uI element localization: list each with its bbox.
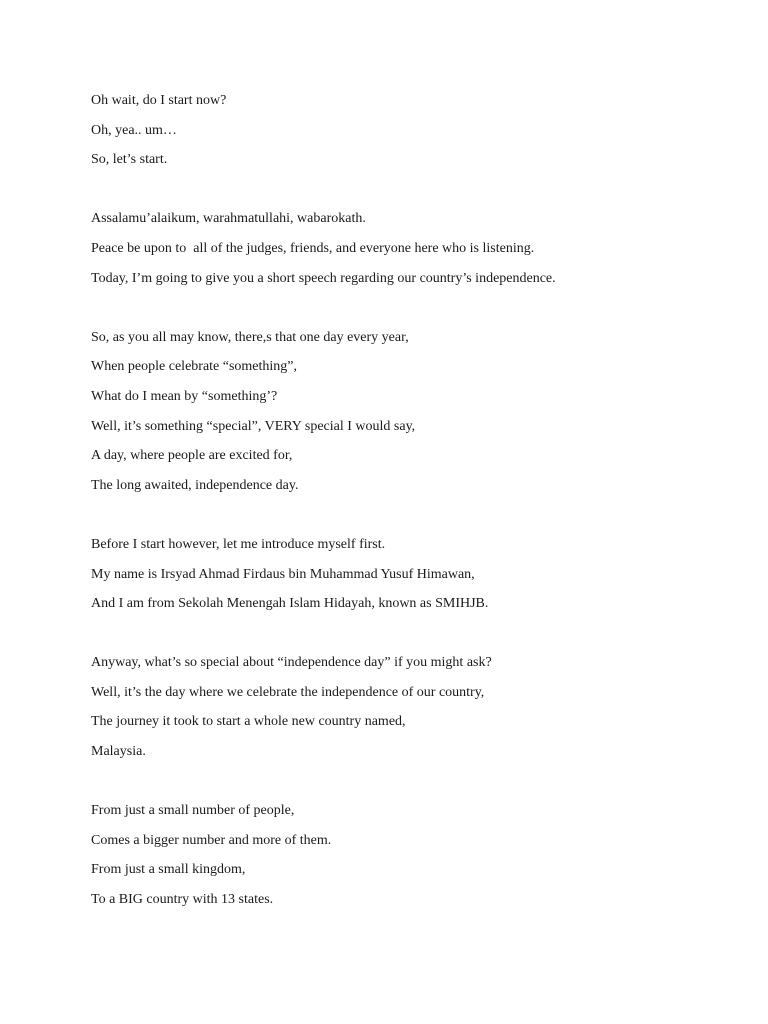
text-line: From just a small kingdom,	[91, 862, 246, 878]
text-line: From just a small number of people,	[91, 803, 295, 819]
text-line: So, let’s start.	[91, 152, 168, 168]
text-line: A day, where people are excited for,	[91, 448, 293, 464]
paragraph-greeting	[91, 204, 731, 293]
paragraph-special-day	[91, 323, 731, 501]
text-line: What do I mean by “something’?	[91, 388, 278, 404]
text-line: So, as you all may know, there,s that one day every year,	[91, 329, 409, 345]
text-line: Oh, yea.. um…	[91, 122, 177, 138]
text-line: Before I start however, let me introduce myself first.	[91, 536, 386, 552]
text-line: Malaysia.	[91, 744, 146, 760]
text-line: The journey it took to start a whole new country named,	[91, 714, 406, 730]
text-line: Oh wait, do I start now?	[91, 93, 227, 108]
text-line: When people celebrate “something”,	[91, 359, 298, 375]
text-line: To a BIG country with 13 states.	[91, 892, 274, 908]
paragraph-opening	[91, 86, 731, 175]
text-line: The long awaited, independence day.	[91, 477, 299, 493]
paragraph-introduction	[91, 530, 731, 619]
text-line: Well, it’s something “special”, VERY special I would say,	[91, 418, 416, 434]
text-line: Anyway, what’s so special about “independence day” if you might ask?	[91, 655, 492, 671]
text-line: Assalamu’alaikum, warahmatullahi, wabarokath.	[91, 211, 366, 227]
text-line: And I am from Sekolah Menengah Islam Hidayah, known as SMIHJB.	[91, 596, 489, 612]
text-line: My name is Irsyad Ahmad Firdaus bin Muhammad Yusuf Himawan,	[91, 566, 475, 582]
speech-text	[91, 86, 731, 944]
paragraph-growth	[91, 796, 731, 914]
text-line: Comes a bigger number and more of them.	[91, 832, 332, 848]
text-line: Peace be upon to all of the judges, friends, and everyone here who is listening.	[91, 240, 535, 256]
text-line: Today, I’m going to give you a short speech regarding our country’s independence.	[91, 270, 556, 286]
text-line: Well, it’s the day where we celebrate the independence of our country,	[91, 684, 485, 700]
paragraph-independence-day	[91, 648, 731, 766]
